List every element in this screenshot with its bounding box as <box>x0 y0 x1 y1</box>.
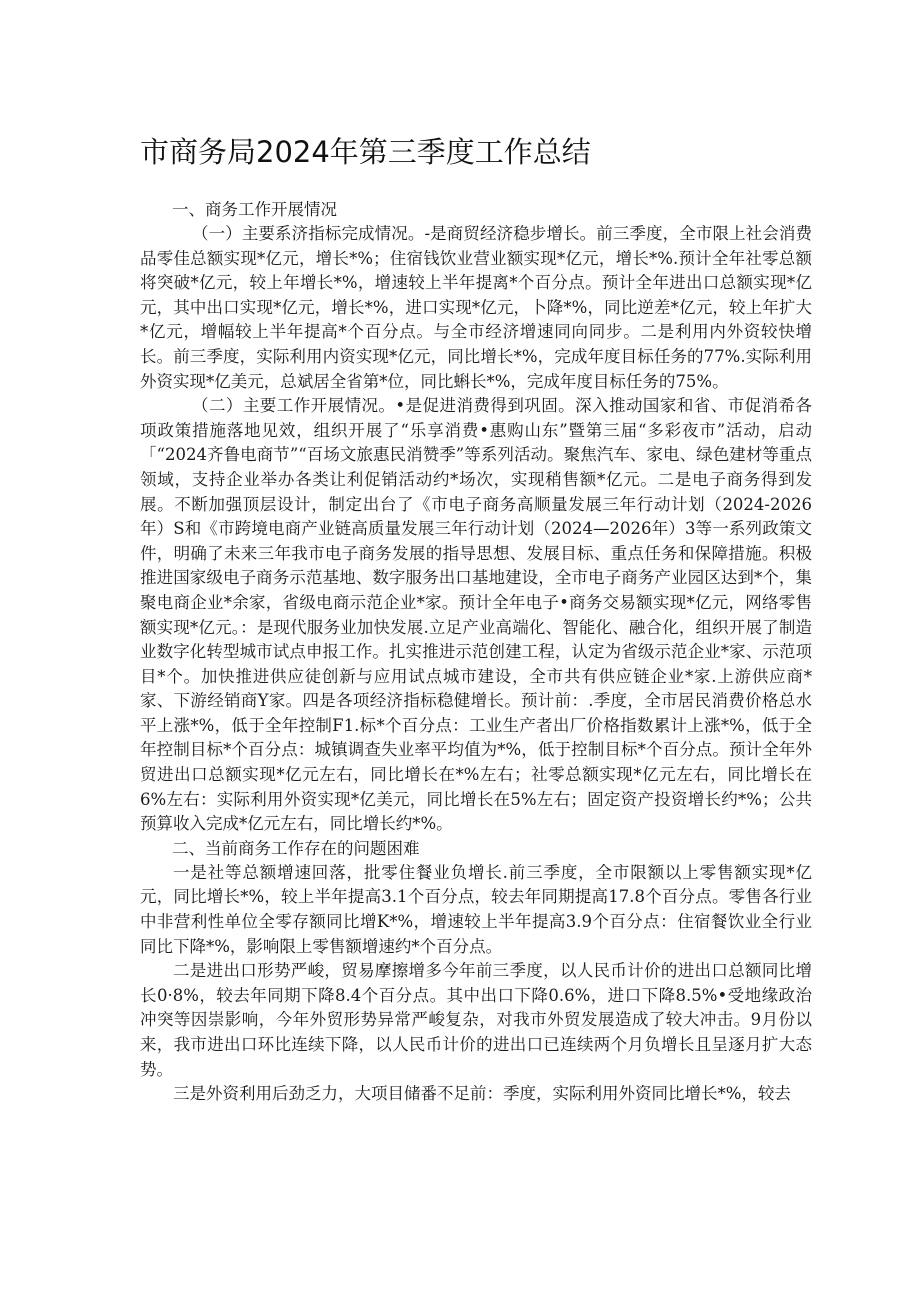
paragraph-indicators: （一）主要系济指标完成情况。-是商贸经济稳步增长。前三季度，全市限上社会消费品零佳总额实现*亿元，增长*%；住宿钱饮业营业额实现*亿元，增长*%.预计全年社零总额将突破*亿元，较上年增长*%，增速较上半年提离*个百分点。预计全年进出口总额实现*亿元，其中出口实现*亿元，增长*%，进口实现*亿元，卜降*%，同比逆差*亿元，较上年扩大*亿元，增幅较上半年提高*个百分点。与全市经济增速同向同步。二是利用内外资较快增长。前三季度，实际利用内资实现*亿元，同比增长*%，完成年度目标任务的77%.实际利用外资实现*亿美元，总斌居全省第*位，同比蝌长*%，完成年度目标任务的75%。 <box>140 224 812 391</box>
paragraph-work-progress: （二）主要工作开展情况。•是促进消费得到巩固。深入推动国家和省、市促消希各项政策措施落地见效，组织开展了“乐享消费•惠购山东”暨第三届“多彩夜市”活动，启动「“2024齐鲁电商节”“百场文旅惠民消赞季”等系列活动。聚焦汽车、家电、绿色建材等重点领域，支持企业举办各类让利促销活动约*场次，实现稍售额*亿元。二是电子商务得到发展。不断加强顶层设计，制定出台了《市电子商务高顺量发展三年行动计划（2024-2026年）S和《市跨境电商产业链高质量发展三年行动计划（2024—2026年）3等一系列政策文件，明确了未来三年我市电子商务发展的指导思想、发展目标、重点任务和保障措施。积极推进国家级电子商务示范基地、数字服务出口基地建设，全市电子商务产业园区达到*个，集聚电商企业*余家，省级电商示范企业*家。预计全年电子•商务交易额实现*亿元，网络零售额实现*亿元。：是现代服务业加快发展.立足产业高端化、智能化、融合化，组织开展了制造业数字化转型城市试点申报工作。扎实推进示范创建工程，认定为省级示范企业*家、示范项目*个。加快推进供应徒创新与应用试点城市建设，全市共有供应链企业*家.上游供应商*家、下游经销商Y家。四是各项经济指标稳健增长。预计前：.季度，全市居民消费价格总水平上涨*%，低于全年控制F1.标*个百分点：工业生产者出厂价格指数累计上涨*%，低于全年控制目标*个百分点：城镇调查失业率平均值为*%，低于控制目标*个百分点。预计全年外贸进出口总额实现*亿元左右，同比增长在*%左右；社零总额实现*亿元左右，同比增长在6%左右：实际利用外资实现*亿美元，同比增长在5%左右；固定资产投资增长约*%；公共预算收入完成*亿元左右，同比增长约*%。 <box>140 396 812 834</box>
paragraph-problem-foreign-investment: 三是外资利用后劲乏力，大项目储番不足前：季度，实际利用外资同比增长*%，较去 <box>173 1084 791 1104</box>
document-title: 市商务局2024年第三季度工作总结 <box>140 135 591 169</box>
section-heading-2: 二、当前商务工作存在的问题困难 <box>172 838 420 858</box>
paragraph-problem-trade: 二是进出口形势严峻，贸易摩擦增多今年前三季度，以人民币计价的进出口总额同比增长0·8%，较去年同期下降8.4个百分点。其中出口下降0.6%，进口下降8.5%•受地缘政治冲突等因崇影响，今年外贸形势异常严峻复杂，对我市外贸发展造成了较大冲击。9月份以来，我市进出口环比连续下降，以人民币计价的进出口已连续两个月负增长且呈逐月扩大态势。 <box>140 961 812 1079</box>
paragraph-problem-retail: 一是社等总额增速回落，批零住餐业负增长.前三季度，全市限额以上零售额实现*亿元，同比增长*%，较上半年提高3.1个百分点，较去年同期提高17.8个百分点。零售各行业中非营利性单位全零存额同比增K*%，增速较上半年提高3.9个百分点：住宿餐饮业全行业同比下降*%，影响限上零售额增速约*个百分点。 <box>140 862 812 956</box>
section-heading-1: 一、商务工作开展情况 <box>172 200 337 219</box>
